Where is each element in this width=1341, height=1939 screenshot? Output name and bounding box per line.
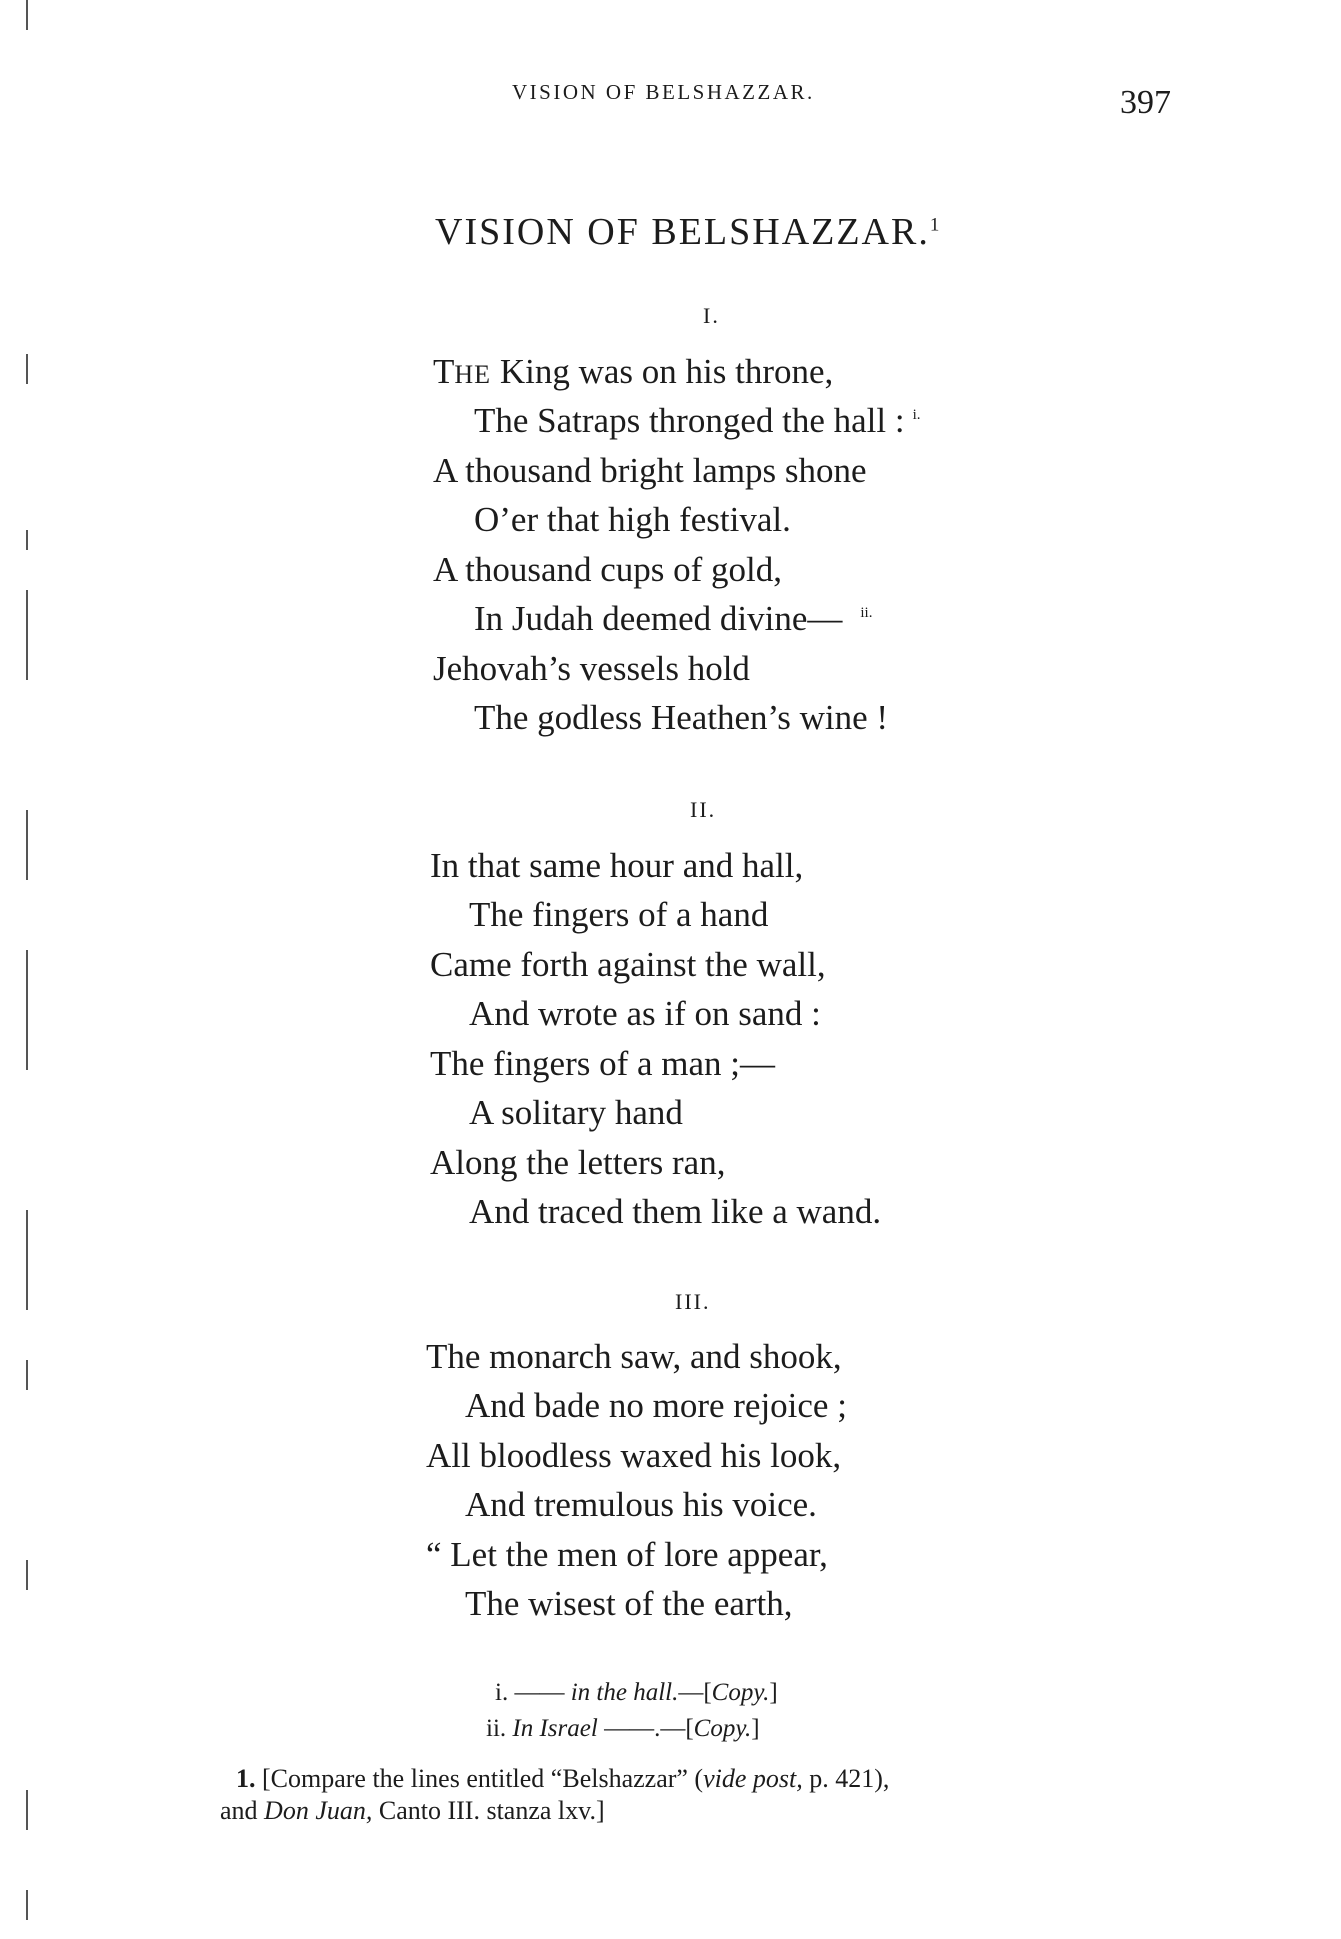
first-word-cap: T	[433, 352, 455, 391]
scan-edge-mark	[26, 0, 28, 30]
scan-edge-mark	[26, 1890, 28, 1920]
footnote-italic: Don Juan,	[264, 1796, 373, 1825]
page-number: 397	[1120, 84, 1171, 121]
scan-edge-mark	[26, 950, 28, 1070]
scan-edge-mark	[26, 354, 28, 384]
stanza-1-line-6	[474, 599, 872, 639]
variant-source: Copy.	[693, 1715, 752, 1742]
poem-title-text: VISION OF BELSHAZZAR.	[435, 211, 930, 253]
variant-text: in the hall.	[570, 1679, 679, 1706]
variant-dash: ——	[604, 1715, 655, 1742]
line-1-rest: King was on his throne,	[491, 352, 834, 391]
stanza-2-line-1: In that same hour and hall,	[430, 846, 804, 885]
footnote-line-1	[236, 1764, 889, 1794]
footnote-text: and	[220, 1796, 265, 1825]
variant-marker: ii.	[486, 1715, 507, 1742]
scan-edge-mark	[26, 810, 28, 880]
stanza-3-line-4: And tremulous his voice.	[465, 1485, 817, 1524]
variant-dash: ——	[514, 1679, 565, 1706]
variant-marker: i.	[495, 1679, 509, 1706]
stanza-2-line-2: The fingers of a hand	[469, 895, 769, 934]
stanza-1-line-3: A thousand bright lamps shone	[433, 451, 867, 490]
scan-edge-mark	[26, 530, 28, 550]
stanza-2-line-3: Came forth against the wall,	[430, 945, 826, 984]
scan-edge-mark	[26, 1210, 28, 1310]
variant-reading-1	[495, 1679, 778, 1707]
variant-tail: .—[	[654, 1715, 694, 1742]
stanza-3-line-2: And bade no more rejoice ;	[465, 1386, 847, 1425]
stanza-2-line-5: The fingers of a man ;—	[430, 1044, 776, 1083]
scan-edge-mark	[26, 1790, 28, 1830]
variant-source: Copy.	[711, 1679, 770, 1706]
stanza-3-line-1: The monarch saw, and shook,	[426, 1337, 842, 1376]
scan-edge-mark	[26, 1360, 28, 1390]
footnote-text: [Compare the lines entitled “Belshazzar” (	[262, 1764, 704, 1793]
footnote-line-2	[220, 1796, 605, 1826]
stanza-3-line-3: All bloodless waxed his look,	[426, 1436, 842, 1475]
stanza-1-line-7: Jehovah’s vessels hold	[433, 649, 750, 688]
variant-marker-i: i.	[912, 407, 921, 424]
stanza-1-line-1	[433, 352, 833, 392]
variant-text: In Israel	[512, 1715, 598, 1742]
footnote-italic: vide post,	[703, 1764, 803, 1793]
stanza-2-line-6: A solitary hand	[469, 1093, 683, 1132]
stanza-numeral-2: II.	[690, 797, 717, 822]
variant-close: ]	[769, 1679, 778, 1706]
poem-title	[435, 210, 939, 254]
stanza-1-line-4: O’er that high festival.	[474, 500, 791, 539]
stanza-numeral-1: I.	[703, 303, 720, 328]
footnote-text: p. 421),	[802, 1764, 890, 1793]
stanza-2-line-7: Along the letters ran,	[430, 1143, 726, 1182]
running-head: VISION OF BELSHAZZAR.	[512, 80, 815, 104]
stanza-2-line-8: And traced them like a wand.	[469, 1192, 882, 1231]
stanza-1-line-2	[474, 401, 921, 441]
line-text: In Judah deemed divine—	[474, 599, 843, 638]
stanza-1-line-5: A thousand cups of gold,	[433, 550, 783, 589]
variant-close: ]	[751, 1715, 760, 1742]
scan-edge-mark	[26, 1560, 28, 1590]
line-text: The Satraps thronged the hall :	[474, 401, 905, 440]
variant-reading-2	[486, 1715, 760, 1743]
stanza-2-line-4: And wrote as if on sand :	[469, 994, 821, 1033]
first-word-small-caps: HE	[454, 360, 492, 389]
title-footnote-ref: 1	[929, 214, 940, 236]
scan-edge-mark	[26, 590, 28, 680]
footnote-text: Canto III. stanza lxv.]	[372, 1796, 605, 1825]
footnote-marker: 1.	[236, 1764, 256, 1793]
stanza-3-line-5: “ Let the men of lore appear,	[426, 1535, 828, 1574]
variant-marker-ii: ii.	[860, 605, 873, 622]
stanza-3-line-6: The wisest of the earth,	[465, 1584, 793, 1623]
stanza-1-line-8: The godless Heathen’s wine !	[474, 698, 889, 737]
stanza-numeral-3: III.	[675, 1289, 711, 1314]
variant-tail: —[	[678, 1679, 712, 1706]
